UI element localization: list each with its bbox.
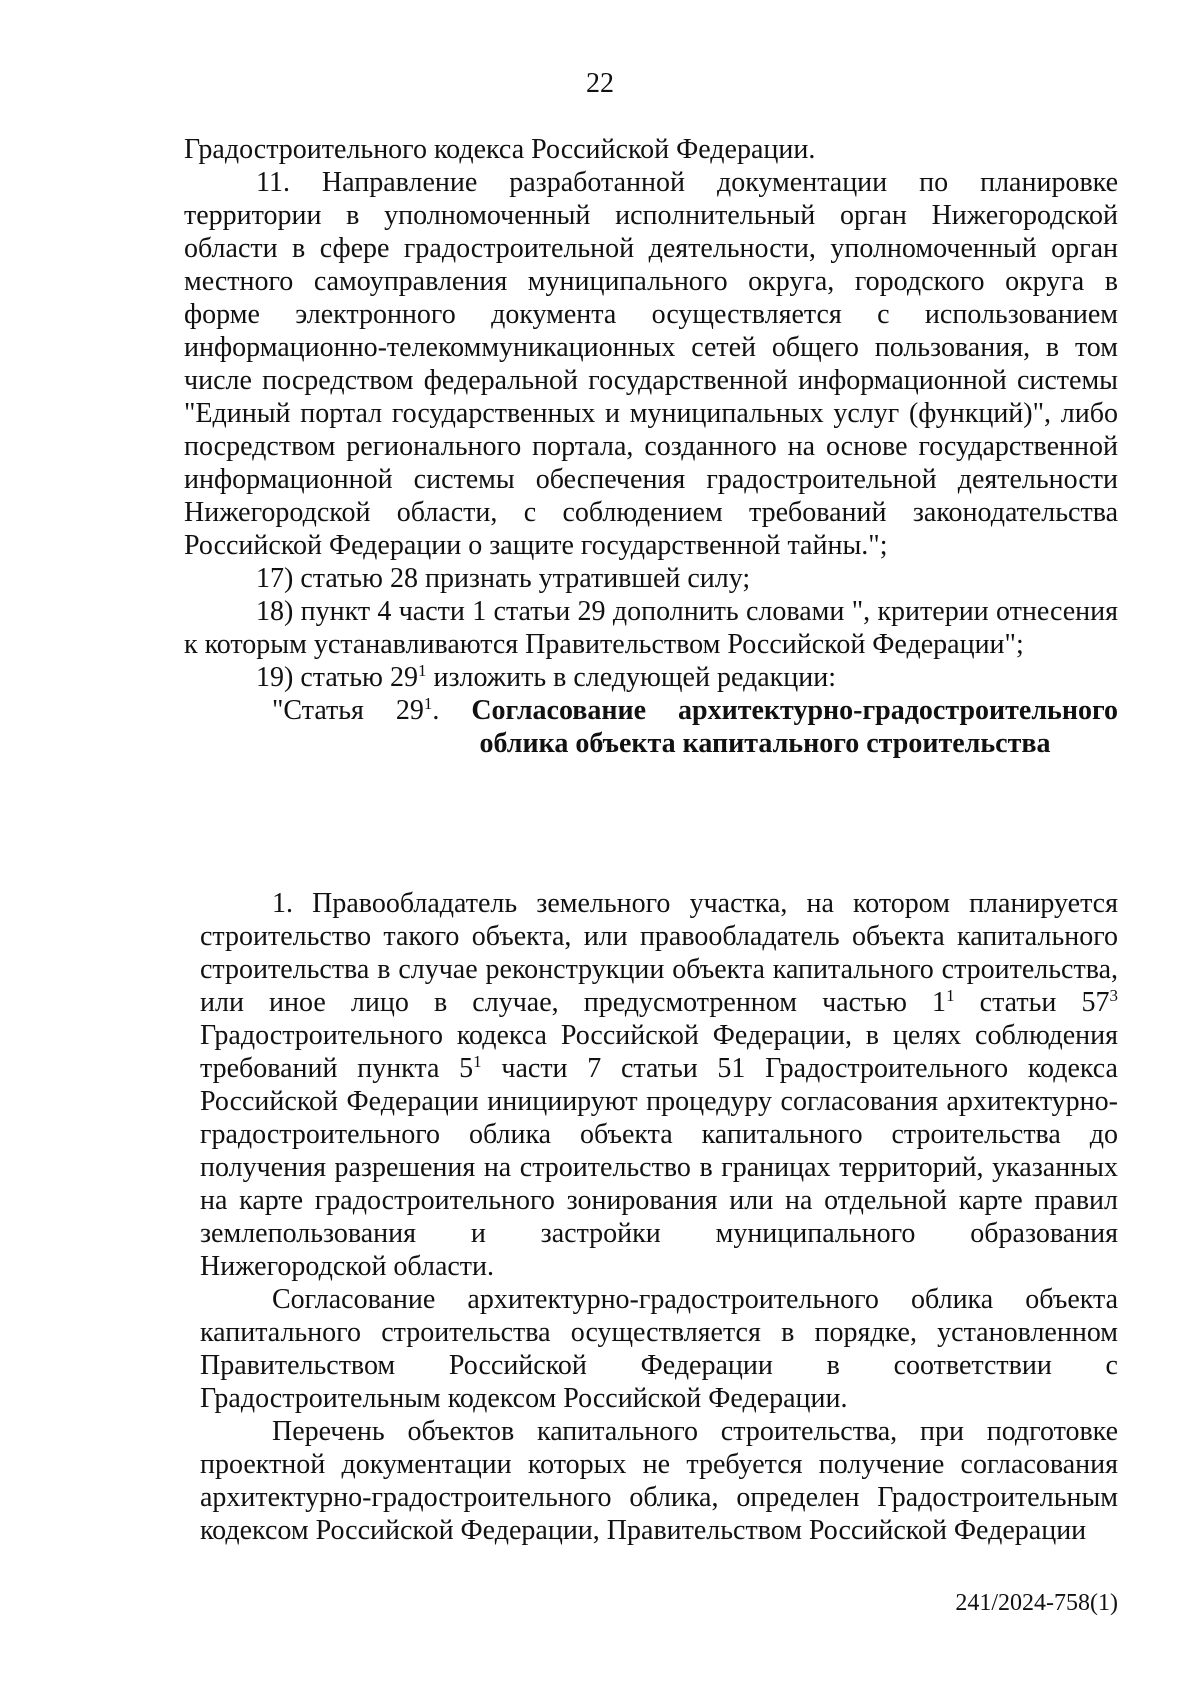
article-heading: [184, 694, 1118, 760]
article-paragraph-1-part3: Градостроительного кодекса Российской Федерации, в целях соблюдения требований пункта 5: [200, 1020, 1118, 1084]
paragraph-1-superscript-1: 1: [946, 986, 955, 1005]
opening-line: Градостроительного кодекса Российской Федерации.: [184, 134, 816, 165]
article-title-line2: облика объекта капитального строительства: [479, 728, 1051, 759]
article-title-line1: Согласование архитектурно-градостроительного: [471, 695, 1118, 726]
article-number: "Статья 29: [272, 695, 424, 726]
item-11-paragraph: 11. Направление разработанной документации по планировке территории в уполномоченный исполнительный орган Нижегородской области в сфере градостроительной деятельности, уполномоченный орган местного самоуправления муниципального округа, городского округа в форме электронного документа осуществляется с использованием информационно-телекоммуникационных сетей общего пользования, в том числе посредством федеральной государственной информационной системы "Единый портал государственных и муниципальных услуг (функций)", либо посредством регионального портала, созданного на основе государственной информационной системы обеспечения градостроительной деятельности Нижегородской области, с соблюдением требований законодательства Российской Федерации о защите государственной тайны.";: [184, 167, 1118, 561]
article-paragraph-1-part1: 1. Правообладатель земельного участка, на котором планируется строительство такого объекта, или правообладатель объекта капитального строительства в случае реконструкции объекта капитального строительства, или иное лицо в случае, предусмотренном частью 1: [200, 888, 1118, 1018]
article-body: [200, 887, 1118, 1547]
paragraph-1-superscript-2: 3: [1109, 986, 1118, 1005]
article-number-superscript: 1: [423, 694, 433, 713]
article-paragraph-1-part2: статьи 57: [954, 987, 1110, 1018]
item-18-paragraph: 18) пункт 4 части 1 статьи 29 дополнить словами ", критерии отнесения к которым устанавливаются Правительством Российской Федерации";: [184, 596, 1118, 660]
item-19-paragraph: [184, 661, 1118, 694]
paragraph-1-superscript-3: 1: [473, 1052, 482, 1071]
article-paragraph-1-part4: части 7 статьи 51 Градостроительного кодекса Российской Федерации инициируют процедуру согласования архитектурно-градостроительного облика объекта капитального строительства до получения разрешения на строительство в границах территорий, указанных на карте градостроительного зонирования или на отдельной карте правил землепользования и застройки муниципального образования Нижегородской области.: [200, 1053, 1118, 1282]
article-heading-line1: [272, 694, 1118, 727]
item-19-text-end: изложить в следующей редакции:: [426, 662, 837, 693]
article-paragraph-1: [200, 887, 1118, 1283]
document-body: [184, 133, 1118, 760]
page-number: 22: [586, 68, 614, 99]
document-registration-code: 241/2024-758(1): [955, 1590, 1118, 1616]
item-17-paragraph: 17) статью 28 признать утратившей силу;: [256, 563, 751, 594]
article-paragraph-2: Согласование архитектурно-градостроительного облика объекта капитального строительства осуществляется в порядке, установленном Правительством Российской Федерации в соответствии с Градостроительным кодексом Российской Федерации.: [200, 1284, 1118, 1414]
article-number-dot: .: [432, 695, 472, 726]
article-paragraph-3: Перечень объектов капитального строительства, при подготовке проектной документации которых не требуется получение согласования архитектурно-градостроительного облика, определен Градостроительным кодексом Российской Федерации, Правительством Российской Федерации: [200, 1416, 1118, 1546]
item-19-superscript: 1: [417, 661, 427, 680]
item-19-text: 19) статью 29: [256, 662, 418, 693]
